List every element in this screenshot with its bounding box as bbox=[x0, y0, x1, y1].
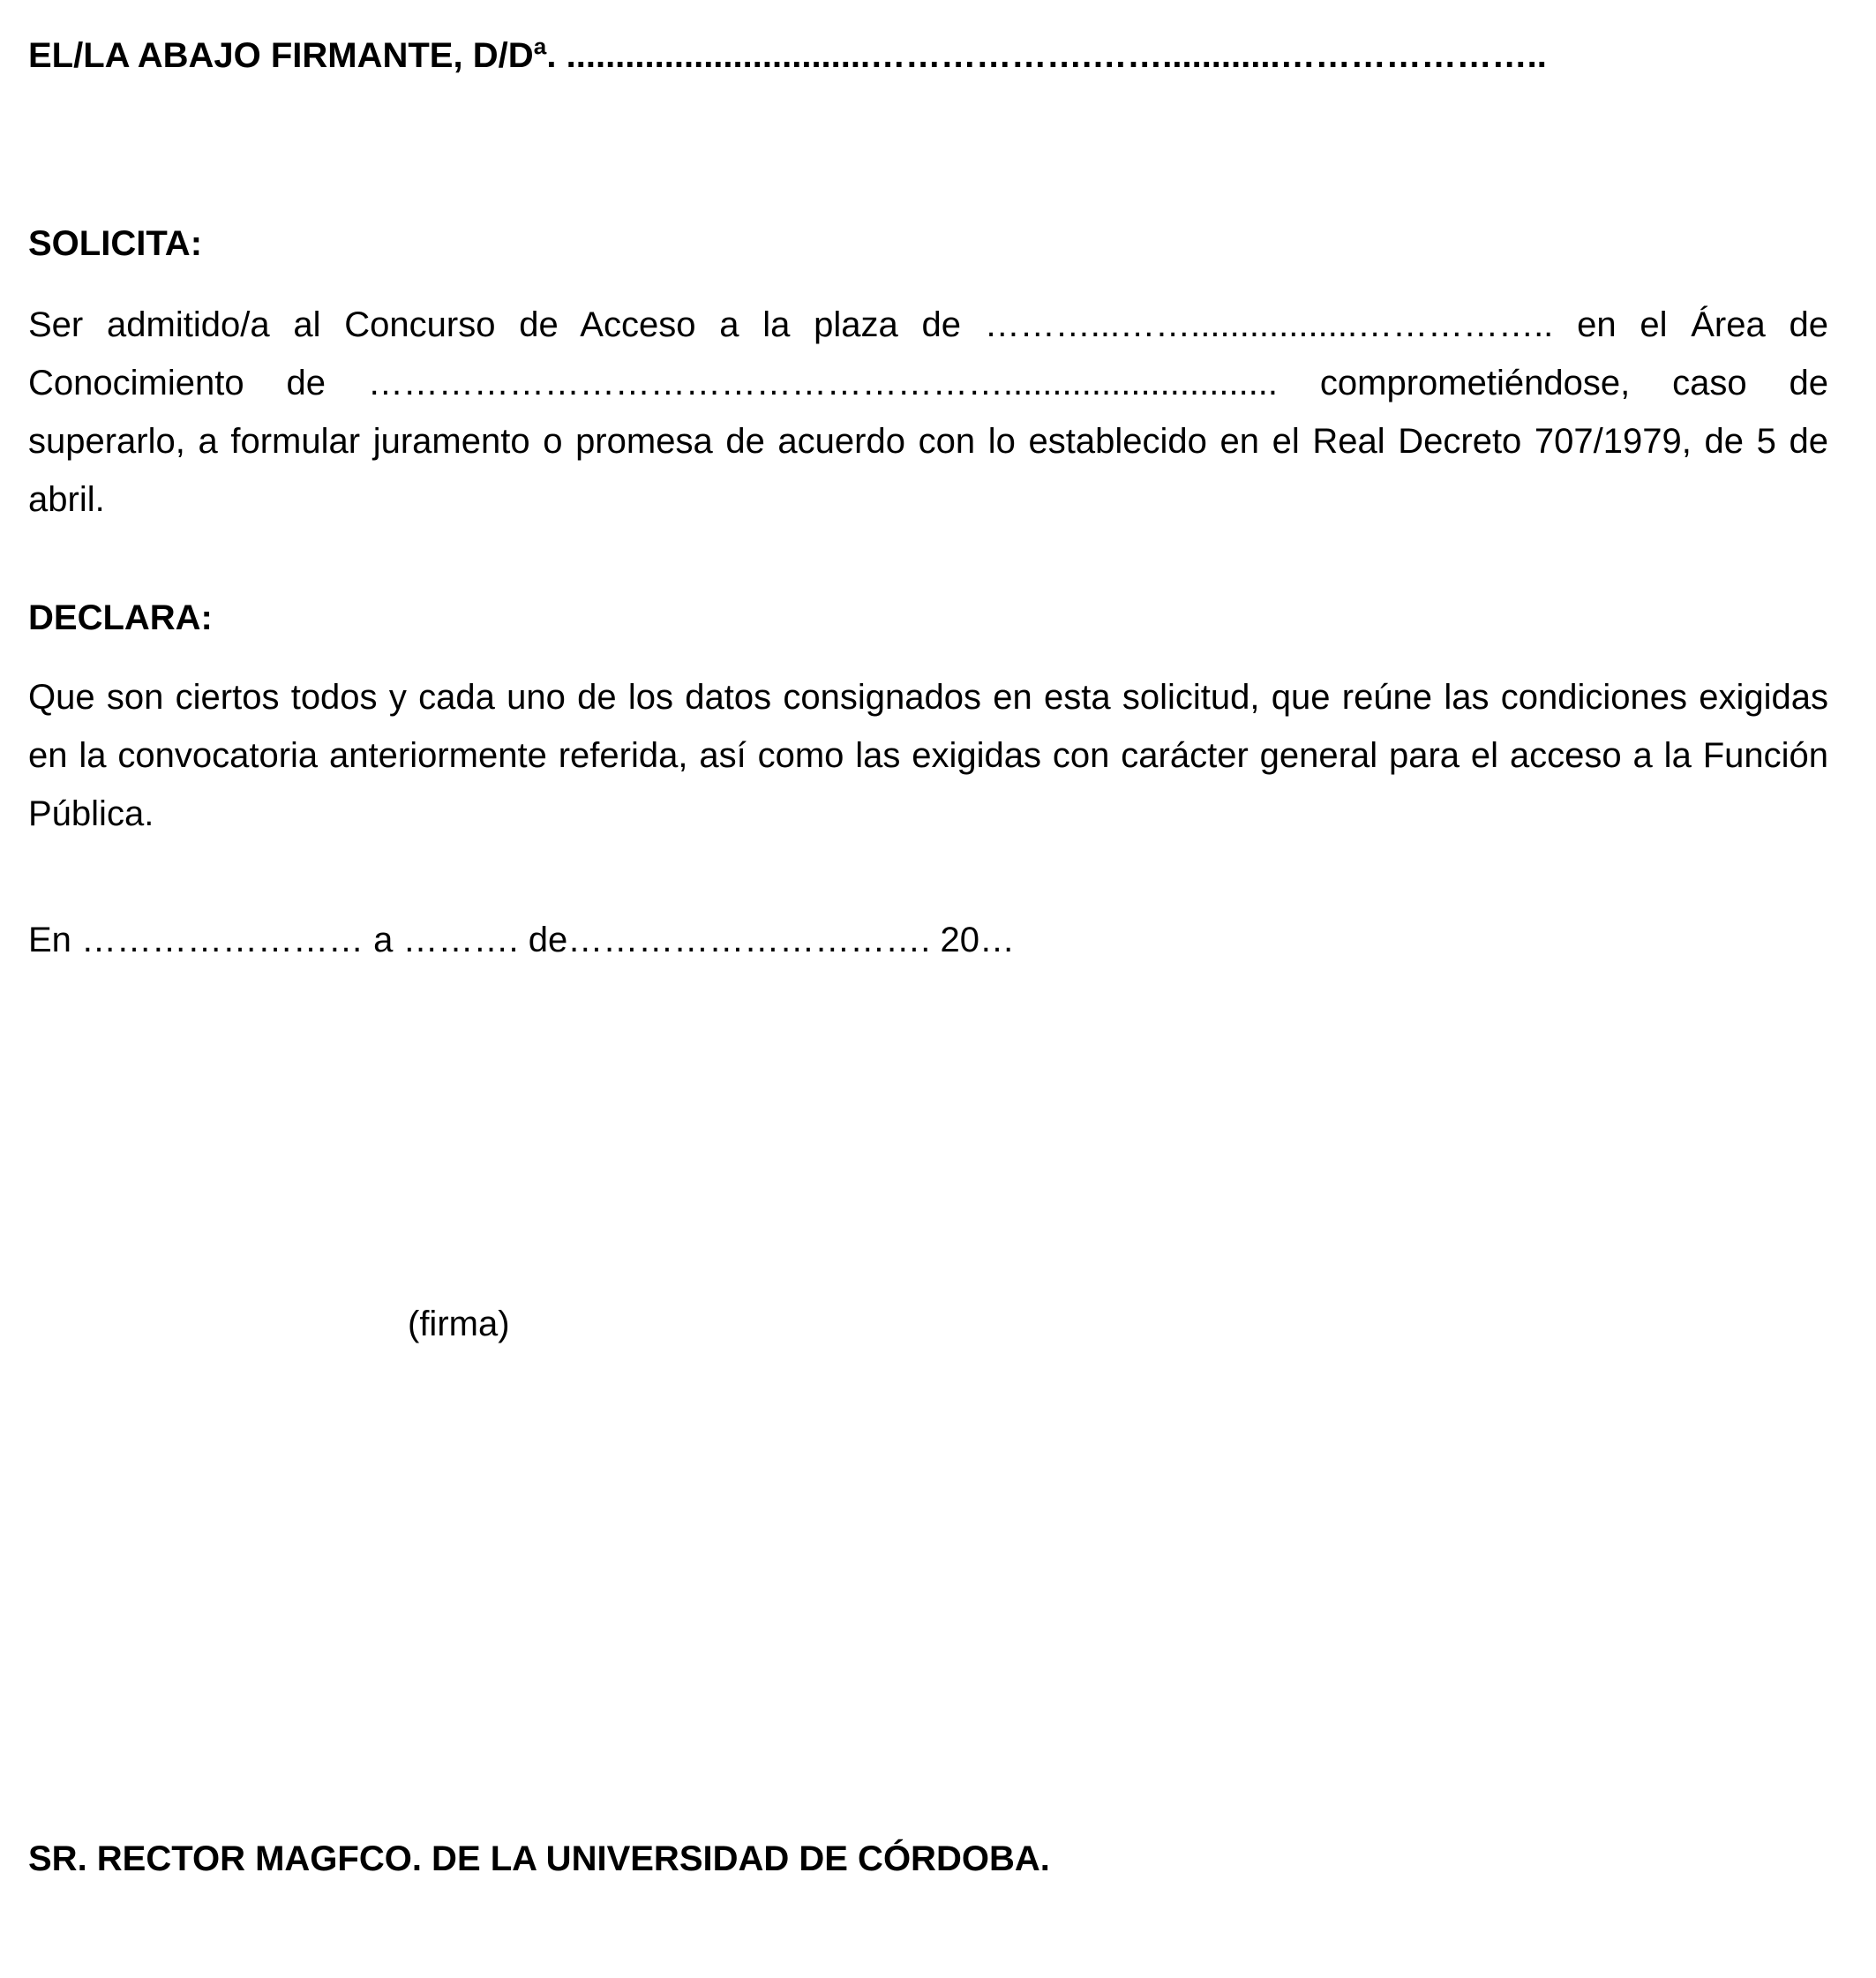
addressee-line: SR. RECTOR MAGFCO. DE LA UNIVERSIDAD DE CÓRDOBA. bbox=[28, 1839, 1050, 1878]
declara-paragraph: Que son ciertos todos y cada uno de los datos consignados en esta solicitud, que reúne las condiciones exigidas en la convocatoria anteriormente referida, así como las exigidas con carácter general para el acceso a la Función Pública. bbox=[28, 678, 1828, 833]
place-date-line: En …………………… a ………. de…………………………. 20… bbox=[28, 921, 1015, 959]
declara-heading: DECLARA: bbox=[28, 598, 213, 637]
signatory-line: EL/LA ABAJO FIRMANTE, D/Dª. ...............................……………….……............………………….. bbox=[28, 36, 1547, 75]
solicita-heading: SOLICITA: bbox=[28, 224, 203, 263]
solicita-paragraph: Ser admitido/a al Concurso de Acceso a la plaza de ………...…….................…………….. en el Área de Conocimiento de ………………………………………………............................ comprometiéndose, caso de superarlo, a formular juramento o promesa de acuerdo con lo establecido en el Real Decreto 707/1979, de 5 de abril. bbox=[28, 305, 1828, 519]
signature-label: (firma) bbox=[408, 1305, 510, 1343]
